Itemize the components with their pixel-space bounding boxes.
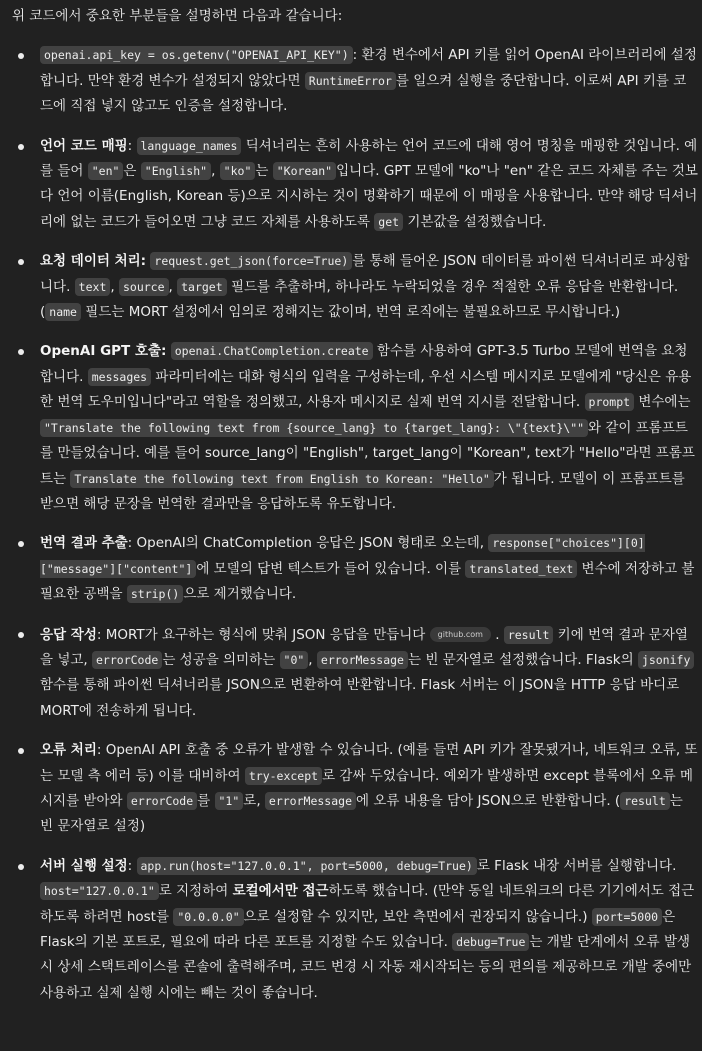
inline-code: "English" <box>141 162 211 180</box>
bullet-icon <box>18 53 24 59</box>
inline-code: strip() <box>127 585 183 603</box>
inline-code: "ko" <box>220 162 256 180</box>
source-link-badge[interactable]: github.com <box>430 627 491 642</box>
text-run: 와 같이 프롬프트를 만들었습니다. 예를 들어 source_lang이 "English", target_lang이 "Korean", text가 "Hello"라면 프롬프트는 <box>40 419 695 487</box>
inline-code: translated_text <box>465 560 577 578</box>
inline-code: request.get_json(force=True) <box>150 252 352 270</box>
text-run: 는 빈 문자열로 설정) <box>40 792 683 835</box>
intro-text: 위 코드에서 중요한 부분들을 설명하면 다음과 같습니다: <box>12 8 343 24</box>
inline-code: target <box>177 278 227 296</box>
bold-heading: OpenAI GPT 호출: <box>40 343 167 360</box>
bold-heading: 로컬에서만 접근 <box>232 883 329 900</box>
text-run: , <box>110 278 119 295</box>
text-run: 에 모델의 답변 텍스트가 들어 있습니다. 이를 <box>196 560 466 577</box>
bullet-icon <box>18 259 24 265</box>
text-run: : MORT가 요구하는 형식에 맞춰 JSON 응답을 만듭니다 <box>96 626 430 643</box>
text-run: , <box>211 163 220 180</box>
text-run: 파라미터에는 대화 형식의 입력을 구성하는데, 우선 시스템 메시지로 모델에게 "당신은 유용한 번역 도우미입니다"라고 역할을 정의했고, 사용자 메시지로 실제 번역 지시를 전달합니다. <box>40 368 692 411</box>
list-item <box>12 738 698 840</box>
text-run: 필드는 MORT 설정에서 임의로 정해지는 값이며, 번역 로직에는 불필요하므로 무시합니다.) <box>80 304 621 321</box>
inline-code: debug=True <box>452 933 529 951</box>
inline-code: "en" <box>88 162 124 180</box>
explanation-list <box>12 43 698 1006</box>
text-run: 변수에 저장하고 불필요한 공백을 <box>40 560 695 603</box>
text-run: 를 일으켜 실행을 중단합니다. 이로써 API 키를 코드에 직접 넣지 않고도 인증을 설정합니다. <box>40 72 687 115</box>
text-run: 로 지정하여 <box>158 883 233 900</box>
list-item <box>12 622 698 725</box>
inline-code: RuntimeError <box>305 72 396 90</box>
inline-code: name <box>45 303 81 321</box>
text-run: 로 감싸 두었습니다. 예외가 발생하면 except 블록에서 오류 메시지를 받아와 <box>40 767 694 809</box>
text-run: 를 통해 들어온 JSON 데이터를 파이썬 딕셔너리로 파싱합니다. <box>40 253 690 295</box>
inline-code: language_names <box>137 137 242 155</box>
inline-code: "Korean" <box>273 162 336 180</box>
inline-code: port=5000 <box>592 908 662 926</box>
bold-heading: 오류 처리 <box>40 742 97 759</box>
inline-code: "1" <box>215 792 244 810</box>
inline-code: get <box>374 213 403 231</box>
inline-code: jsonify <box>638 651 694 669</box>
inline-code: errorMessage <box>265 792 356 810</box>
inline-code: messages <box>88 368 151 386</box>
inline-code: app.run(host="127.0.0.1", port=5000, debug=True) <box>137 857 477 875</box>
text-run: 는 빈 문자열로 설정했습니다. Flask의 <box>407 651 638 668</box>
bullet-icon <box>18 864 24 870</box>
text-run: 은 Flask의 기본 포트로, 필요에 따라 다른 포트를 지정할 수도 있습니다. <box>40 908 676 950</box>
bold-heading: 응답 작성 <box>40 626 97 643</box>
bullet-icon <box>18 349 24 355</box>
inline-code: "Translate the following text from {source_lang} to {target_lang}: \"{text}\"" <box>40 419 588 437</box>
text-run: 은 <box>123 163 141 180</box>
text-run: 함수를 통해 파이썬 딕셔너리를 JSON으로 변환하여 반환합니다. Flask 서버는 이 JSON을 HTTP 응답 바디로 MORT에 전송하게 됩니다. <box>40 677 680 719</box>
inline-code: "0.0.0.0" <box>173 908 243 926</box>
list-item <box>12 249 698 325</box>
text-run: 입니다. GPT 모델에 "ko"나 "en" 같은 코드 자체를 주는 것보다 언어 이름(English, Korean 등)으로 지시하는 것이 명확하기 때문에 이 매핑을 사용합니다. 만약 해당 딕셔너리에 없는 코드가 들어오면 그냥 코드 자체를 사용하도록 <box>40 163 698 230</box>
text-run: 에 오류 내용을 담아 JSON으로 반환합니다. ( <box>356 792 621 809</box>
text-run: : OpenAI의 ChatCompletion 응답은 JSON 형태로 오는데, <box>127 535 489 552</box>
bullet-icon <box>18 632 24 638</box>
inline-code: "0" <box>280 651 309 669</box>
text-run: 로, <box>243 792 265 809</box>
text-run: 키에 번역 결과 문자열을 넣고, <box>40 626 688 668</box>
text-run: 가 됩니다. 모델이 이 프롬프트를 받으면 해당 문장을 번역한 결과만을 응답하도록 유도합니다. <box>40 470 685 512</box>
text-run: : OpenAI API 호출 중 오류가 발생할 수 있습니다. (예를 들면 API 키가 잘못됐거나, 네트워크 오류, 또는 모델 측 에러 등) 이를 대비하여 <box>40 742 698 784</box>
text-run: 는 성공을 의미하는 <box>162 651 280 668</box>
text-run: 로 Flask 내장 서버를 실행합니다. <box>476 857 677 874</box>
list-item <box>12 43 698 119</box>
bullet-icon <box>18 144 24 150</box>
text-run: 기본값을 설정했습니다. <box>403 213 547 230</box>
text-run: 으로 설정할 수 있지만, 보안 측면에서 권장되지 않습니다.) <box>243 908 592 925</box>
list-item <box>12 339 698 517</box>
text-run: 함수를 사용하여 GPT-3.5 Turbo 모델에 번역을 요청합니다. <box>40 343 688 385</box>
bullet-icon <box>18 541 24 547</box>
list-item <box>12 134 698 236</box>
text-run: , <box>168 278 178 295</box>
text-run: 는 <box>255 163 273 180</box>
text-run: : 환경 변수에서 API 키를 읽어 OpenAI 라이브러리에 설정합니다. 만약 환경 변수가 설정되지 않았다면 <box>40 47 697 89</box>
inline-code: text <box>75 278 111 296</box>
text-run: , <box>308 651 317 668</box>
bold-heading: 번역 결과 추출 <box>40 535 128 552</box>
inline-code: Translate the following text from English to Korean: "Hello" <box>70 470 493 488</box>
text-run: 는 개발 단계에서 오류 발생 시 상세 스택트레이스를 콘솔에 출력해주며, 코드 변경 시 자동 재시작되는 등의 편의를 제공하므로 개발 중에만 사용하고 실제 실행 시에는 빼는 것이 좋습니다. <box>40 934 692 1001</box>
bold-heading: 언어 코드 매핑 <box>40 137 128 154</box>
text-run: . <box>490 626 504 643</box>
text-run: 필드를 추출하며, 하나라도 누락되었을 경우 적절한 오류 응답을 반환합니다. ( <box>40 278 679 321</box>
text-run: 으로 제거했습니다. <box>183 586 297 603</box>
text-run: : <box>127 137 137 154</box>
text-run: 변수에는 <box>634 394 691 411</box>
inline-code: errorCode <box>92 651 162 669</box>
inline-code: openai.ChatCompletion.create <box>171 342 373 360</box>
inline-code: result <box>504 626 554 644</box>
inline-code: response["choices"][0]["message"]["content"] <box>40 536 645 576</box>
bullet-icon <box>18 748 24 754</box>
text-run: 를 <box>197 792 215 809</box>
list-item <box>12 854 698 1006</box>
inline-code: openai.api_key = os.getenv("OPENAI_API_KEY") <box>40 46 353 64</box>
text-run: 하도록 했습니다. (만약 동일 네트워크의 다른 기기에서도 접근하도록 하려면 host를 <box>40 883 695 925</box>
text-run: : <box>127 857 137 874</box>
inline-code: errorCode <box>127 792 197 810</box>
inline-code: source <box>119 278 169 296</box>
bold-heading: 요청 데이터 처리: <box>40 253 147 270</box>
inline-code: prompt <box>585 393 635 411</box>
inline-code: result <box>620 792 670 810</box>
list-item <box>12 531 698 607</box>
inline-code: try-except <box>245 767 322 785</box>
inline-code: errorMessage <box>317 651 408 669</box>
inline-code: host="127.0.0.1" <box>40 882 159 900</box>
bold-heading: 서버 실행 설정 <box>40 857 128 874</box>
text-run: 딕셔너리는 흔히 사용하는 언어 코드에 대해 영어 명칭을 매핑한 것입니다. 예를 들어 <box>40 137 698 180</box>
